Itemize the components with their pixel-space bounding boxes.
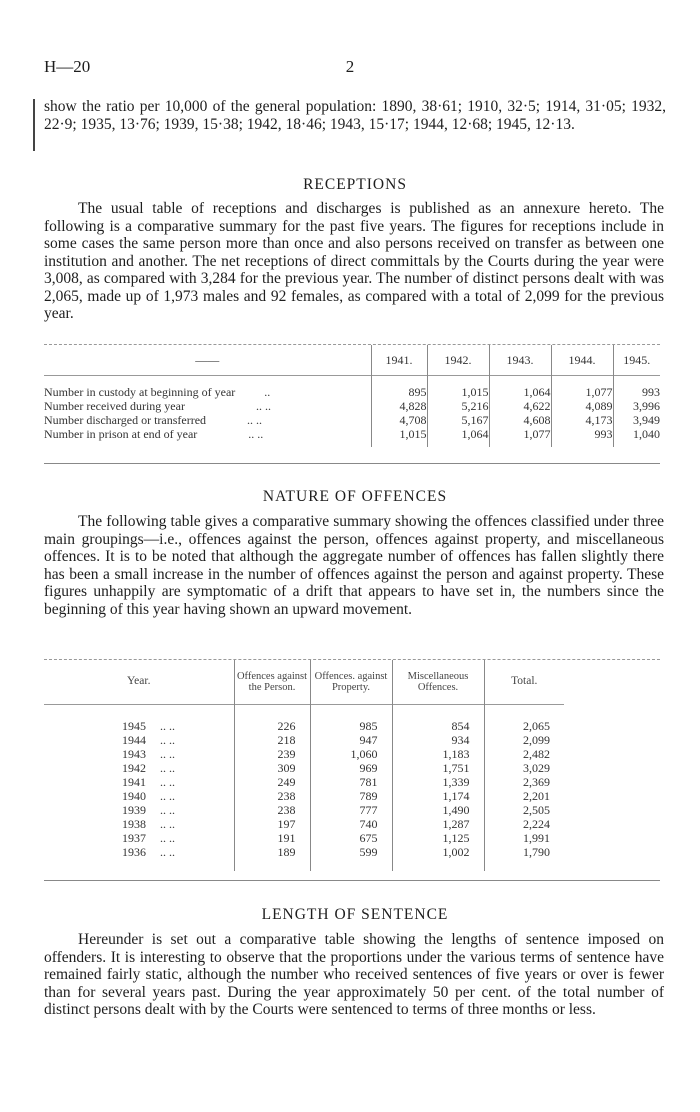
cell: 789 bbox=[310, 789, 392, 803]
year-header-1942: 1942. bbox=[427, 345, 489, 375]
cell: 197 bbox=[234, 817, 310, 831]
table-row bbox=[44, 427, 660, 441]
row-label: Number discharged or transferred bbox=[44, 413, 207, 427]
cell: 934 bbox=[392, 733, 484, 747]
cell: 3,949 bbox=[613, 413, 660, 427]
row-year: 1945 bbox=[122, 719, 146, 733]
row-leader: .. .. bbox=[160, 775, 175, 789]
intro-paragraph bbox=[44, 98, 666, 133]
cell: 238 bbox=[234, 789, 310, 803]
row-leader: .. .. bbox=[160, 761, 175, 775]
cell: 1,064 bbox=[489, 385, 551, 399]
row-leader: .. .. bbox=[248, 427, 264, 441]
cell: 249 bbox=[234, 775, 310, 789]
table-row bbox=[44, 413, 660, 427]
cell: 1,183 bbox=[392, 747, 484, 761]
offences-table bbox=[44, 660, 660, 871]
cell: 1,060 bbox=[310, 747, 392, 761]
cell: 781 bbox=[310, 775, 392, 789]
intro-text: show the ratio per 10,000 of the general population: 1890, 38·61; 1910, 32·5; 1914, 31·05; 1932, 22·9; 1935, 13·76; 1939, 15·38; 1942, 18·46; 1943, 15·17; 1944, 12·68; 1945, 12·13. bbox=[44, 98, 666, 133]
row-year: 1943 bbox=[122, 747, 146, 761]
year-header-1945: 1945. bbox=[613, 345, 660, 375]
cell: 189 bbox=[234, 845, 310, 859]
cell: 2,369 bbox=[484, 775, 564, 789]
row-year: 1941 bbox=[122, 775, 146, 789]
cell: 4,622 bbox=[489, 399, 551, 413]
row-leader: .. .. bbox=[160, 845, 175, 859]
cell: 1,015 bbox=[427, 385, 489, 399]
row-year: 1938 bbox=[122, 817, 146, 831]
cell: 1,287 bbox=[392, 817, 484, 831]
row-leader: .. .. bbox=[160, 733, 175, 747]
year-header-1943: 1943. bbox=[489, 345, 551, 375]
row-year: 1936 bbox=[122, 845, 146, 859]
cell: 2,065 bbox=[484, 719, 564, 733]
table-row bbox=[44, 775, 660, 789]
receptions-heading: RECEPTIONS bbox=[303, 176, 407, 193]
cell: 2,224 bbox=[484, 817, 564, 831]
table-row bbox=[44, 761, 660, 775]
year-header-1944: 1944. bbox=[551, 345, 613, 375]
cell: 3,029 bbox=[484, 761, 564, 775]
row-year: 1937 bbox=[122, 831, 146, 845]
cell: 1,064 bbox=[427, 427, 489, 441]
table-row bbox=[44, 385, 660, 399]
cell: 1,125 bbox=[392, 831, 484, 845]
cell: 1,991 bbox=[484, 831, 564, 845]
offences-paragraph: The following table gives a comparative summary showing the offences classified under three main groupings—i.e., offences against the person, offences against property, and miscellaneous offences. It is to be noted that although the aggregate number of offences has fallen slightly there has been a small increase in the number of offences against the person and against property. These figures unhappily are symptomatic of a drift that appears to have set in, the numbers since the beginning of this year having shown an upward movement. bbox=[44, 513, 664, 618]
row-leader: .. .. bbox=[160, 789, 175, 803]
margin-bracket bbox=[33, 99, 35, 151]
col-year: Year. bbox=[127, 675, 151, 688]
row-year: 1939 bbox=[122, 803, 146, 817]
cell: 993 bbox=[551, 427, 613, 441]
cell: 238 bbox=[234, 803, 310, 817]
offences-table-bottom-rule bbox=[44, 880, 660, 881]
receptions-corner: —— bbox=[195, 352, 220, 367]
cell: 1,174 bbox=[392, 789, 484, 803]
row-year: 1942 bbox=[122, 761, 146, 775]
cell: 309 bbox=[234, 761, 310, 775]
cell: 947 bbox=[310, 733, 392, 747]
cell: 1,077 bbox=[489, 427, 551, 441]
cell: 226 bbox=[234, 719, 310, 733]
row-leader: .. .. bbox=[160, 831, 175, 845]
row-label: Number in custody at beginning of year bbox=[44, 385, 236, 399]
row-leader: .. .. bbox=[255, 399, 271, 413]
col-property: Offences. against Property. bbox=[310, 660, 392, 704]
cell: 1,040 bbox=[613, 427, 660, 441]
cell: 1,002 bbox=[392, 845, 484, 859]
row-label: Number received during year bbox=[44, 399, 185, 413]
cell: 4,173 bbox=[551, 413, 613, 427]
cell: 993 bbox=[613, 385, 660, 399]
cell: 1,790 bbox=[484, 845, 564, 859]
table-row bbox=[44, 789, 660, 803]
receptions-table-bottom-rule bbox=[44, 463, 660, 464]
row-leader: .. bbox=[264, 385, 271, 399]
cell: 5,167 bbox=[427, 413, 489, 427]
cell: 675 bbox=[310, 831, 392, 845]
cell: 2,099 bbox=[484, 733, 564, 747]
col-total: Total. bbox=[484, 660, 564, 704]
cell: 1,339 bbox=[392, 775, 484, 789]
page-number: 2 bbox=[345, 57, 355, 76]
cell: 4,089 bbox=[551, 399, 613, 413]
receptions-paragraph: The usual table of receptions and discharges is published as an annexure hereto. The following is a comparative summary for the past five years. The figures for receptions include in some cases the same person more than once and also persons received on transfer as between one institution and another. The net receptions of direct committals by the Courts during the year were 3,008, as compared with 3,284 for the previous year. The number of distinct persons dealt with was 2,065, made up of 1,973 males and 92 females, as compared with a total of 2,099 for the previous year. bbox=[44, 200, 664, 322]
sentence-heading: LENGTH OF SENTENCE bbox=[261, 906, 449, 923]
cell: 777 bbox=[310, 803, 392, 817]
cell: 1,077 bbox=[551, 385, 613, 399]
table-row bbox=[44, 399, 660, 413]
row-leader: .. .. bbox=[160, 719, 175, 733]
row-leader: .. .. bbox=[160, 747, 175, 761]
table-row bbox=[44, 747, 660, 761]
row-year: 1944 bbox=[122, 733, 146, 747]
cell: 1,751 bbox=[392, 761, 484, 775]
table-row bbox=[44, 817, 660, 831]
table-row bbox=[44, 733, 660, 747]
cell: 191 bbox=[234, 831, 310, 845]
cell: 4,608 bbox=[489, 413, 551, 427]
cell: 2,482 bbox=[484, 747, 564, 761]
document-reference: H—20 bbox=[44, 57, 91, 76]
cell: 239 bbox=[234, 747, 310, 761]
cell: 599 bbox=[310, 845, 392, 859]
row-leader: .. .. bbox=[247, 413, 263, 427]
year-header-1941: 1941. bbox=[371, 345, 427, 375]
receptions-table bbox=[44, 345, 660, 447]
col-person: Offences against the Person. bbox=[234, 660, 310, 704]
offences-heading: NATURE OF OFFENCES bbox=[262, 488, 448, 505]
cell: 985 bbox=[310, 719, 392, 733]
cell: 2,201 bbox=[484, 789, 564, 803]
cell: 2,505 bbox=[484, 803, 564, 817]
cell: 4,828 bbox=[371, 399, 427, 413]
cell: 3,996 bbox=[613, 399, 660, 413]
table-row bbox=[44, 803, 660, 817]
cell: 218 bbox=[234, 733, 310, 747]
table-row bbox=[44, 719, 660, 733]
row-leader: .. .. bbox=[160, 803, 175, 817]
row-label: Number in prison at end of year bbox=[44, 427, 198, 441]
cell: 4,708 bbox=[371, 413, 427, 427]
col-miscellaneous: Miscellaneous Offences. bbox=[392, 660, 484, 704]
row-leader: .. .. bbox=[160, 817, 175, 831]
cell: 5,216 bbox=[427, 399, 489, 413]
cell: 854 bbox=[392, 719, 484, 733]
table-row bbox=[44, 831, 660, 845]
cell: 895 bbox=[371, 385, 427, 399]
page-header bbox=[44, 58, 656, 80]
row-year: 1940 bbox=[122, 789, 146, 803]
table-row bbox=[44, 845, 660, 859]
cell: 969 bbox=[310, 761, 392, 775]
cell: 740 bbox=[310, 817, 392, 831]
sentence-paragraph: Hereunder is set out a comparative table showing the lengths of sentence imposed on offenders. It is interesting to observe that the proportions under the various terms of sentence have remained fairly static, although the number who received sentences of five years or over is fewer than for several years past. During the year approximately 50 per cent. of the total number of distinct persons dealt with by the Courts were sentenced to terms of three months or less. bbox=[44, 931, 664, 1018]
cell: 1,490 bbox=[392, 803, 484, 817]
cell: 1,015 bbox=[371, 427, 427, 441]
